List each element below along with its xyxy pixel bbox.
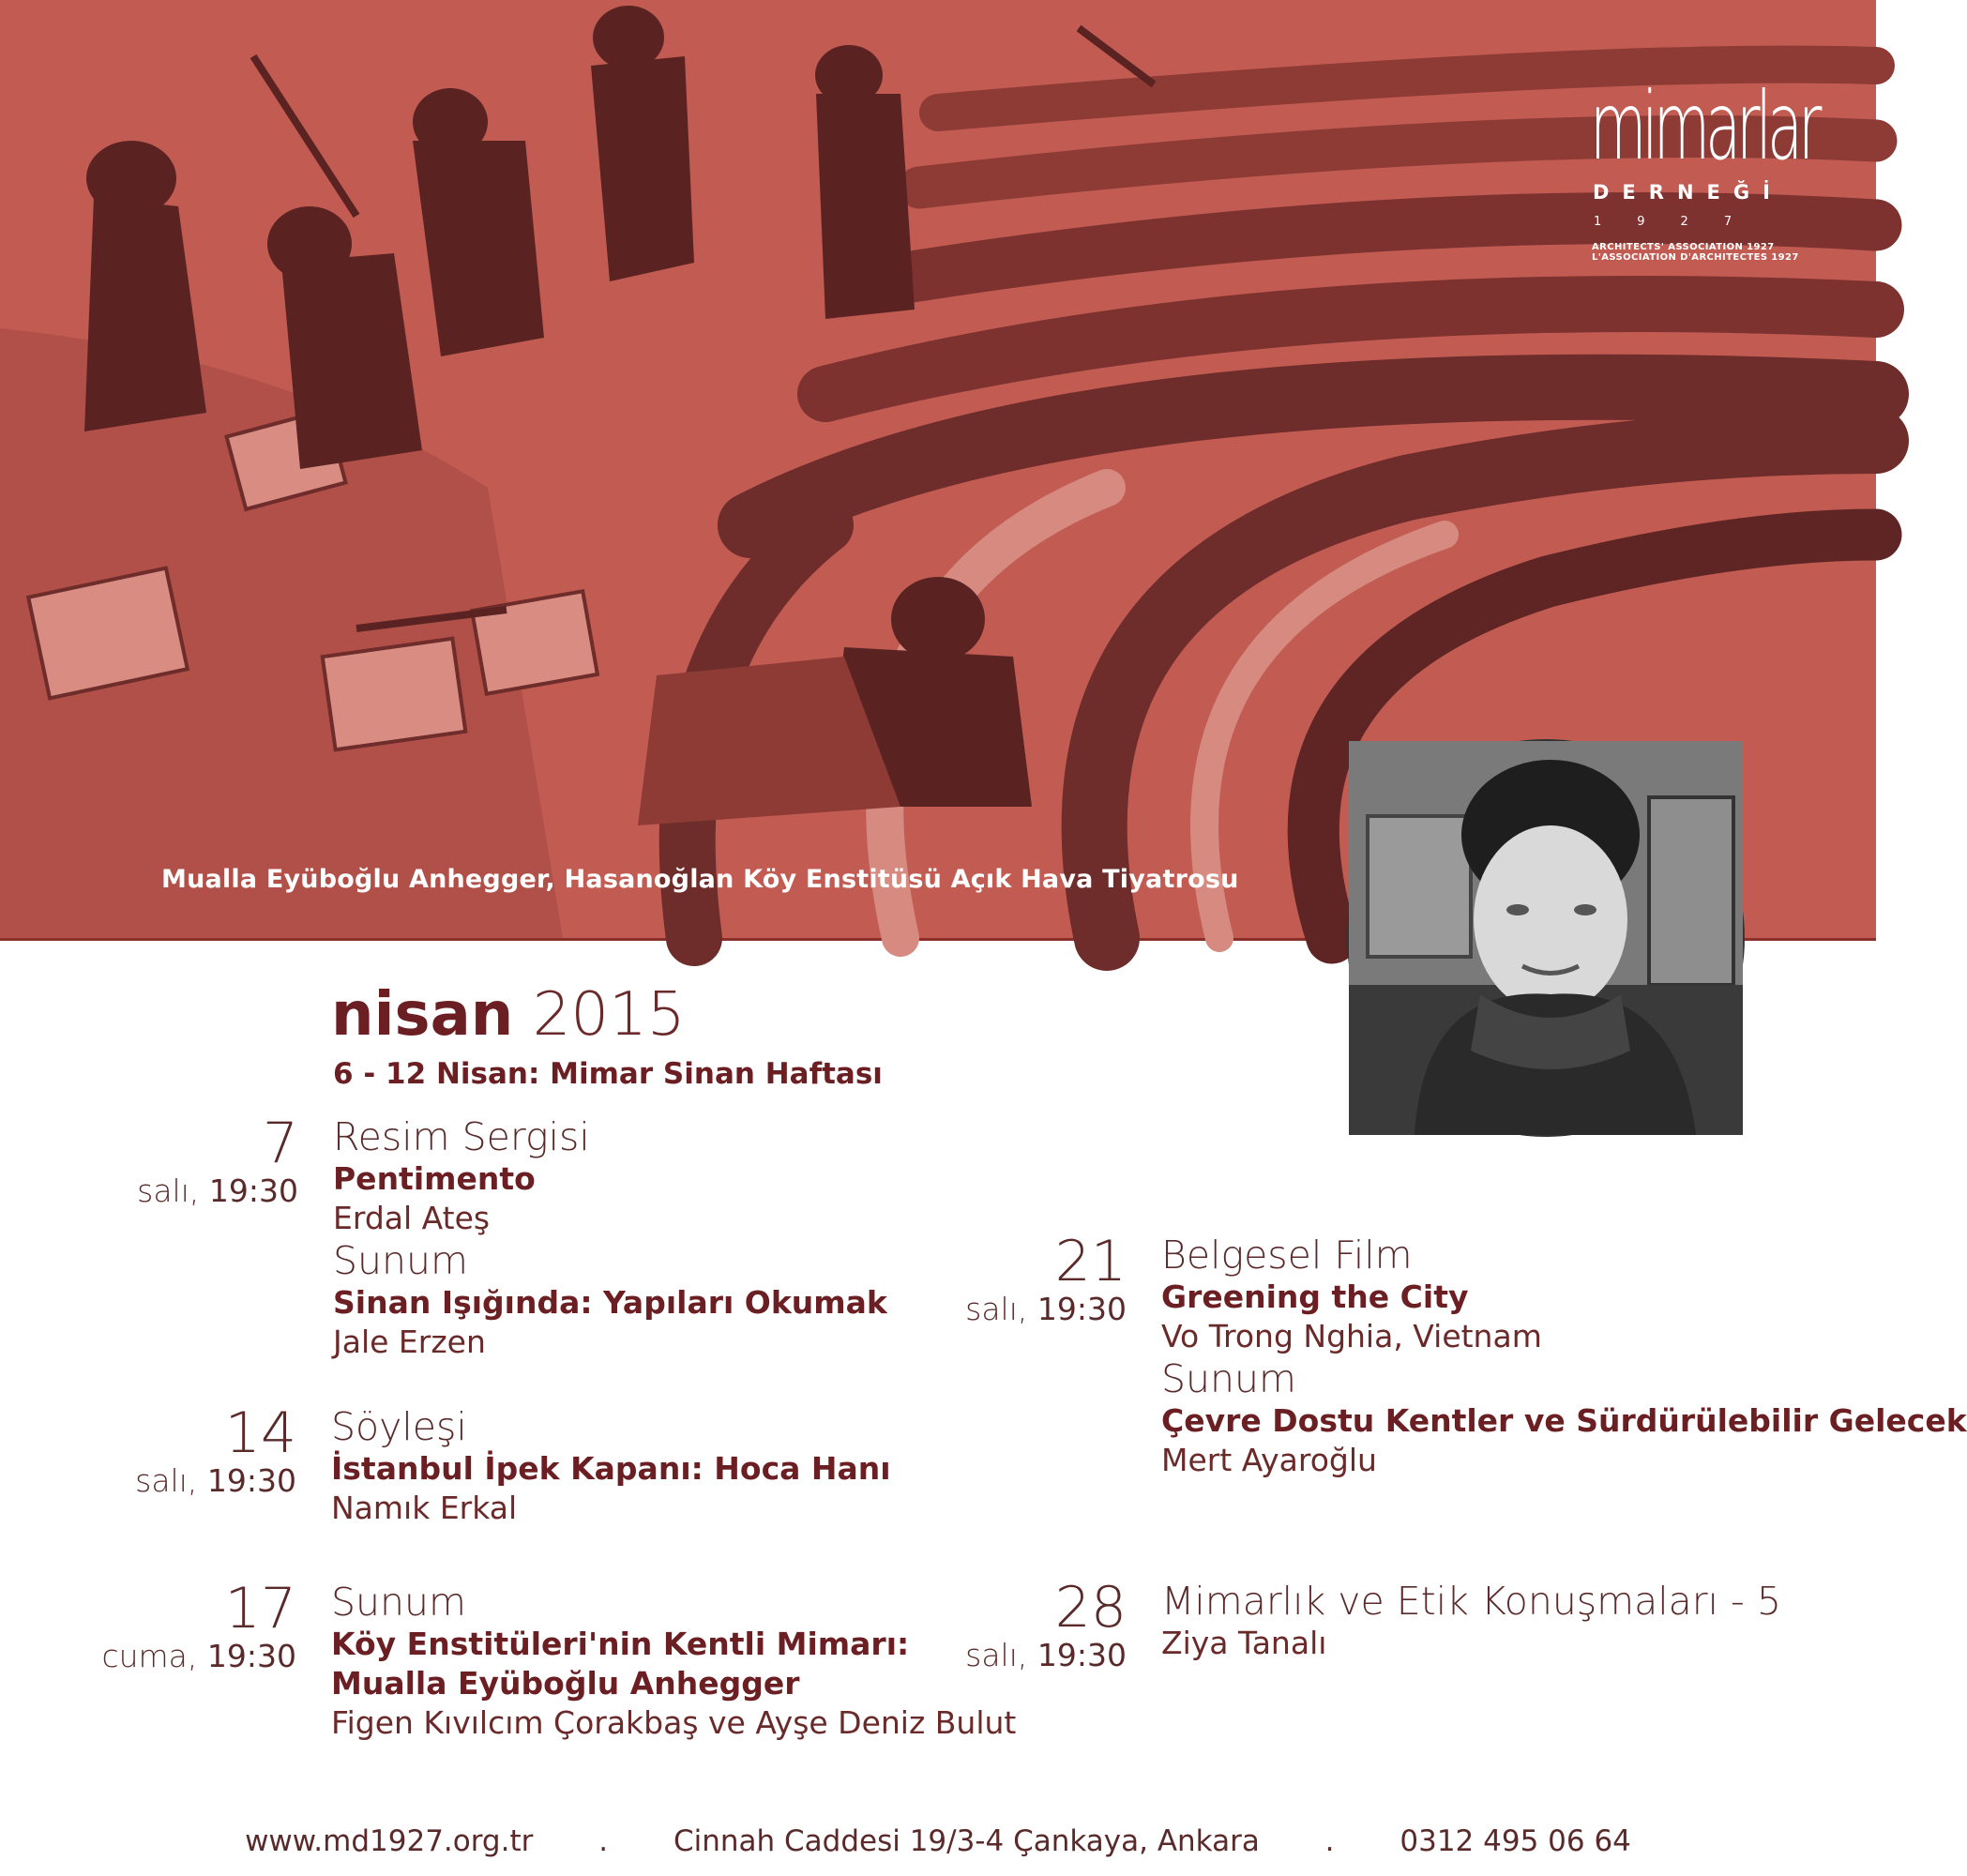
event-title: Pentimento: [333, 1160, 536, 1197]
event-presenter: Vo Trong Nghia, Vietnam: [1161, 1318, 1542, 1354]
event-weekday: salı,: [965, 1291, 1028, 1327]
footer-address: Cinnah Caddesi 19/3-4 Çankaya, Ankara: [673, 1824, 1260, 1858]
event-presenter: Ziya Tanalı: [1161, 1625, 1327, 1661]
event-28: [965, 1575, 1781, 1673]
event-time: 19:30: [208, 1172, 298, 1209]
event-time: 19:30: [206, 1462, 296, 1499]
event-weekday: salı,: [965, 1637, 1028, 1673]
event-weekday: cuma,: [101, 1638, 198, 1674]
logo-sub: DERNEĞİ: [1593, 181, 1783, 204]
event-presenter-2: Jale Erzen: [333, 1324, 486, 1360]
event-weekday-time: [101, 1638, 296, 1675]
event-presenter: Figen Kıvılcım Çorakbaş ve Ayşe Deniz Bulut: [331, 1704, 1017, 1741]
event-17: [101, 1576, 1017, 1743]
event-day: 21: [1054, 1229, 1127, 1294]
footer-separator: .: [598, 1824, 609, 1858]
event-presenter: Erdal Ateş: [333, 1200, 491, 1236]
event-title-2: Sinan Işığında: Yapıları Okumak: [333, 1284, 887, 1321]
month-heading: [331, 977, 686, 1052]
event-category-2: Sunum: [333, 1238, 468, 1283]
event-weekday-time: [965, 1291, 1127, 1328]
logo-line-en: ARCHITECTS' ASSOCIATION 1927: [1592, 242, 1775, 252]
event-14: [135, 1400, 891, 1528]
event-date: [101, 1576, 296, 1675]
month-name: nisan: [331, 980, 514, 1050]
event-category: Belgesel Film: [1161, 1233, 1413, 1278]
event-title: Greening the City: [1161, 1278, 1469, 1315]
event-presenter-2: Mert Ayaroğlu: [1161, 1442, 1377, 1478]
event-category: Söyleşi: [331, 1404, 467, 1449]
logo-word: mimarlar: [1590, 71, 1818, 181]
event-day: 14: [224, 1400, 296, 1466]
event-presenter: Namık Erkal: [331, 1490, 518, 1526]
hero-caption: Mualla Eyüboğlu Anhegger, Hasanoğlan Köy Enstitüsü Açık Hava Tiyatrosu: [161, 865, 1239, 894]
event-21: [965, 1229, 1967, 1480]
week-subtitle: 6 - 12 Nisan: Mimar Sinan Haftası: [333, 1057, 883, 1091]
event-day: 28: [1054, 1575, 1127, 1641]
event-category-2: Sunum: [1161, 1356, 1296, 1401]
footer: [0, 1824, 1876, 1858]
event-date: [965, 1575, 1127, 1674]
month-year: 2015: [532, 980, 686, 1050]
footer-separator-2: .: [1324, 1824, 1335, 1858]
event-date: [137, 1111, 298, 1210]
portrait-illustration: [1349, 741, 1743, 1135]
event-time: 19:30: [1036, 1637, 1127, 1673]
logo-line-fr: L'ASSOCIATION D'ARCHITECTES 1927: [1592, 252, 1799, 263]
event-weekday: salı,: [135, 1462, 198, 1499]
mimarlar-dernegi-logo: [1590, 71, 1818, 263]
portrait-photo: [1349, 741, 1743, 1135]
event-category: Mimarlık ve Etik Konuşmaları - 5: [1161, 1579, 1781, 1624]
event-title: Köy Enstitüleri'nin Kentli Mimarı:: [331, 1626, 910, 1662]
event-title: İstanbul İpek Kapanı: Hoca Hanı: [331, 1450, 891, 1487]
event-title-2: Çevre Dostu Kentler ve Sürdürülebilir Gelecek: [1161, 1402, 1967, 1439]
event-weekday: salı,: [137, 1172, 200, 1209]
event-day: 17: [224, 1576, 296, 1642]
event-time: 19:30: [206, 1638, 296, 1674]
event-time: 19:30: [1036, 1291, 1127, 1327]
event-day: 7: [262, 1111, 298, 1176]
event-weekday-time: [137, 1172, 298, 1210]
footer-website[interactable]: www.md1927.org.tr: [245, 1824, 534, 1858]
event-date: [135, 1400, 296, 1500]
event-7: [137, 1111, 887, 1362]
event-weekday-time: [135, 1462, 296, 1500]
event-category: Sunum: [331, 1580, 466, 1625]
footer-phone: 0312 495 06 64: [1400, 1824, 1631, 1858]
event-title-line-2: Mualla Eyüboğlu Anhegger: [331, 1665, 800, 1702]
event-date: [965, 1229, 1127, 1328]
event-weekday-time: [965, 1637, 1127, 1674]
logo-year: 1927: [1594, 215, 1768, 229]
event-category: Resim Sergisi: [333, 1114, 590, 1159]
